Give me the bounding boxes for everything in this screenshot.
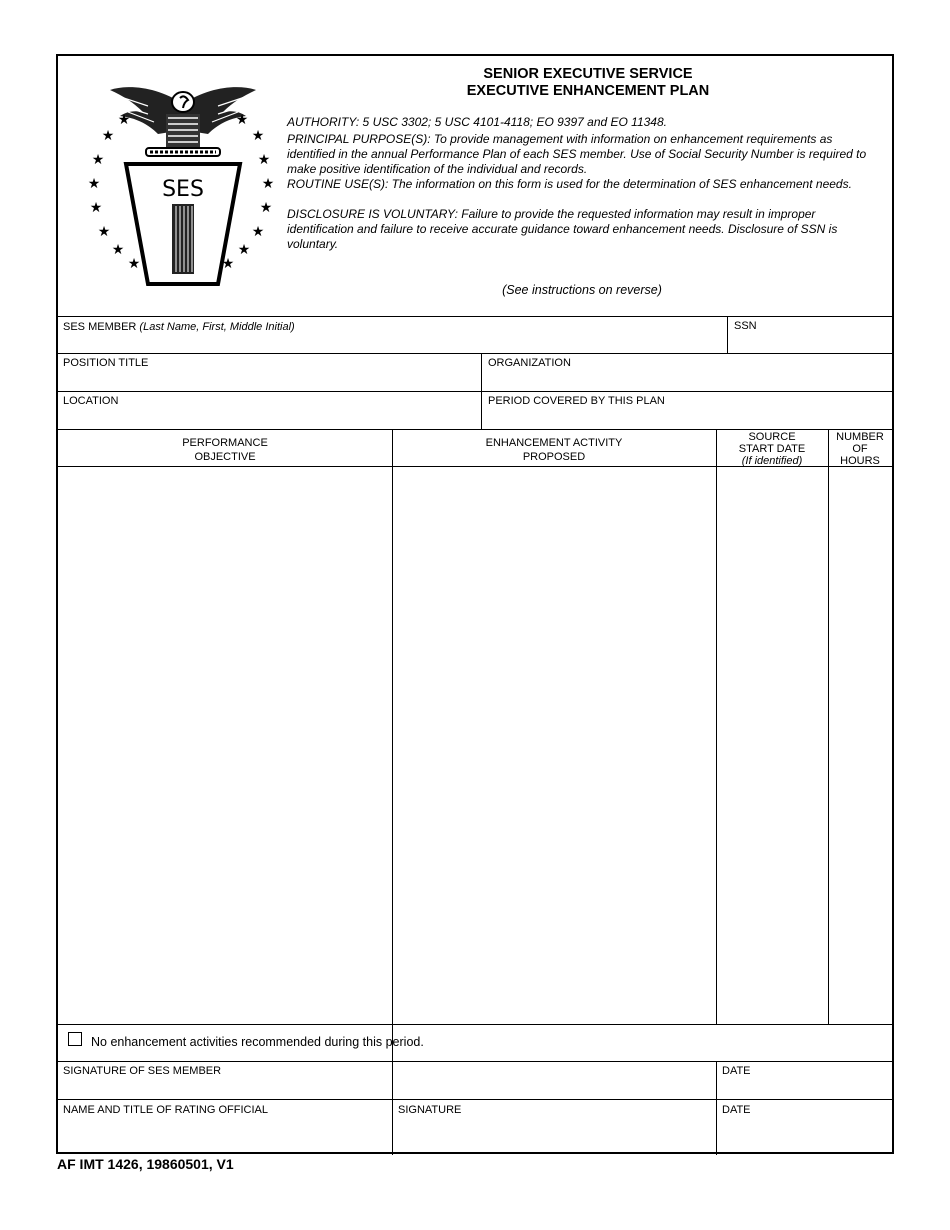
- svg-text:★: ★: [91, 152, 105, 168]
- period-covered-input[interactable]: [488, 410, 890, 428]
- location-label: LOCATION: [63, 395, 119, 407]
- form-title-line2: EXECUTIVE ENHANCEMENT PLAN: [466, 83, 710, 99]
- svg-text:★: ★: [237, 242, 251, 258]
- svg-text:★: ★: [89, 200, 103, 216]
- ses-member-hint: (Last Name, First, Middle Initial): [139, 321, 295, 333]
- form-frame: [56, 54, 894, 1154]
- ssn-input[interactable]: [734, 334, 888, 352]
- rating-signature-input[interactable]: [398, 1120, 716, 1146]
- principal-purpose-text: PRINCIPAL PURPOSE(S): To provide management with information on enhancement requirements as identified in the annual Performance Plan of each SES member. Use of Social Security Number is required to make positive identification of the individual and records.: [287, 132, 867, 176]
- svg-text:★: ★: [97, 224, 111, 240]
- svg-text:★: ★: [111, 242, 125, 258]
- number-of-hours-input[interactable]: [832, 470, 892, 1022]
- organization-input[interactable]: [488, 372, 890, 390]
- svg-text:★: ★: [257, 152, 271, 168]
- ses-member-label: SES MEMBER (Last Name, First, Middle Initial): [63, 321, 295, 333]
- form-footer-id: AF IMT 1426, 19860501, V1: [57, 1156, 234, 1172]
- enhancement-activity-input[interactable]: [396, 470, 716, 1022]
- col-header-performance-objective: PERFORMANCE OBJECTIVE: [182, 437, 268, 463]
- svg-text:★: ★: [221, 256, 235, 272]
- ses-logo-text: SES: [162, 177, 204, 202]
- position-title-input[interactable]: [63, 372, 479, 390]
- svg-text:★: ★: [259, 200, 273, 216]
- rating-official-input[interactable]: [63, 1120, 391, 1146]
- rating-signature-label: SIGNATURE: [398, 1104, 462, 1116]
- source-start-date-input[interactable]: [720, 470, 828, 1022]
- svg-text:★: ★: [101, 128, 115, 144]
- ssn-label: SSN: [734, 320, 757, 332]
- svg-text:★: ★: [251, 128, 265, 144]
- routine-use-text: ROUTINE USE(S): The information on this form is used for the determination of SES enhancement needs.: [287, 177, 852, 191]
- instructions-note: (See instructions on reverse): [502, 283, 662, 297]
- position-title-label: POSITION TITLE: [63, 357, 149, 369]
- location-input[interactable]: [63, 410, 479, 428]
- date-input-2[interactable]: [722, 1120, 890, 1146]
- col-header-source-start-date: SOURCE START DATE (If identified): [738, 431, 806, 467]
- ses-signature-label: SIGNATURE OF SES MEMBER: [63, 1065, 222, 1077]
- svg-text:★: ★: [261, 176, 275, 192]
- date-label-2: DATE: [722, 1104, 751, 1116]
- ses-member-input[interactable]: [63, 334, 722, 352]
- col-header-enhancement-activity: ENHANCEMENT ACTIVITY PROPOSED: [485, 437, 623, 463]
- period-covered-label: PERIOD COVERED BY THIS PLAN: [488, 395, 665, 407]
- organization-label: ORGANIZATION: [488, 357, 571, 369]
- svg-text:★: ★: [88, 176, 101, 192]
- no-activities-checkbox[interactable]: [68, 1032, 82, 1046]
- rating-official-label: NAME AND TITLE OF RATING OFFICIAL: [63, 1104, 268, 1116]
- svg-text:★: ★: [235, 112, 249, 128]
- form-title-line1: SENIOR EXECUTIVE SERVICE: [483, 66, 693, 82]
- performance-objective-input[interactable]: [62, 470, 392, 1022]
- authority-text: AUTHORITY: 5 USC 3302; 5 USC 4101-4118; EO 9397 and EO 11348.: [287, 115, 667, 129]
- svg-text:★: ★: [127, 256, 141, 272]
- svg-text:★: ★: [117, 112, 131, 128]
- ses-eagle-seal-icon: [88, 82, 278, 292]
- disclosure-text: DISCLOSURE IS VOLUNTARY: Failure to provide the requested information may result in improper identification and failure to receive accurate guidance toward enhancement needs. Disclosure of SSN is voluntary.: [287, 207, 838, 251]
- svg-text:★: ★: [251, 224, 265, 240]
- date-input-1[interactable]: [722, 1078, 890, 1096]
- col-header-number-of-hours: NUMBER OF HOURS: [836, 431, 884, 467]
- no-activities-label: No enhancement activities recommended during this period.: [91, 1035, 424, 1049]
- ses-signature-input[interactable]: [396, 1066, 716, 1092]
- date-label-1: DATE: [722, 1065, 751, 1077]
